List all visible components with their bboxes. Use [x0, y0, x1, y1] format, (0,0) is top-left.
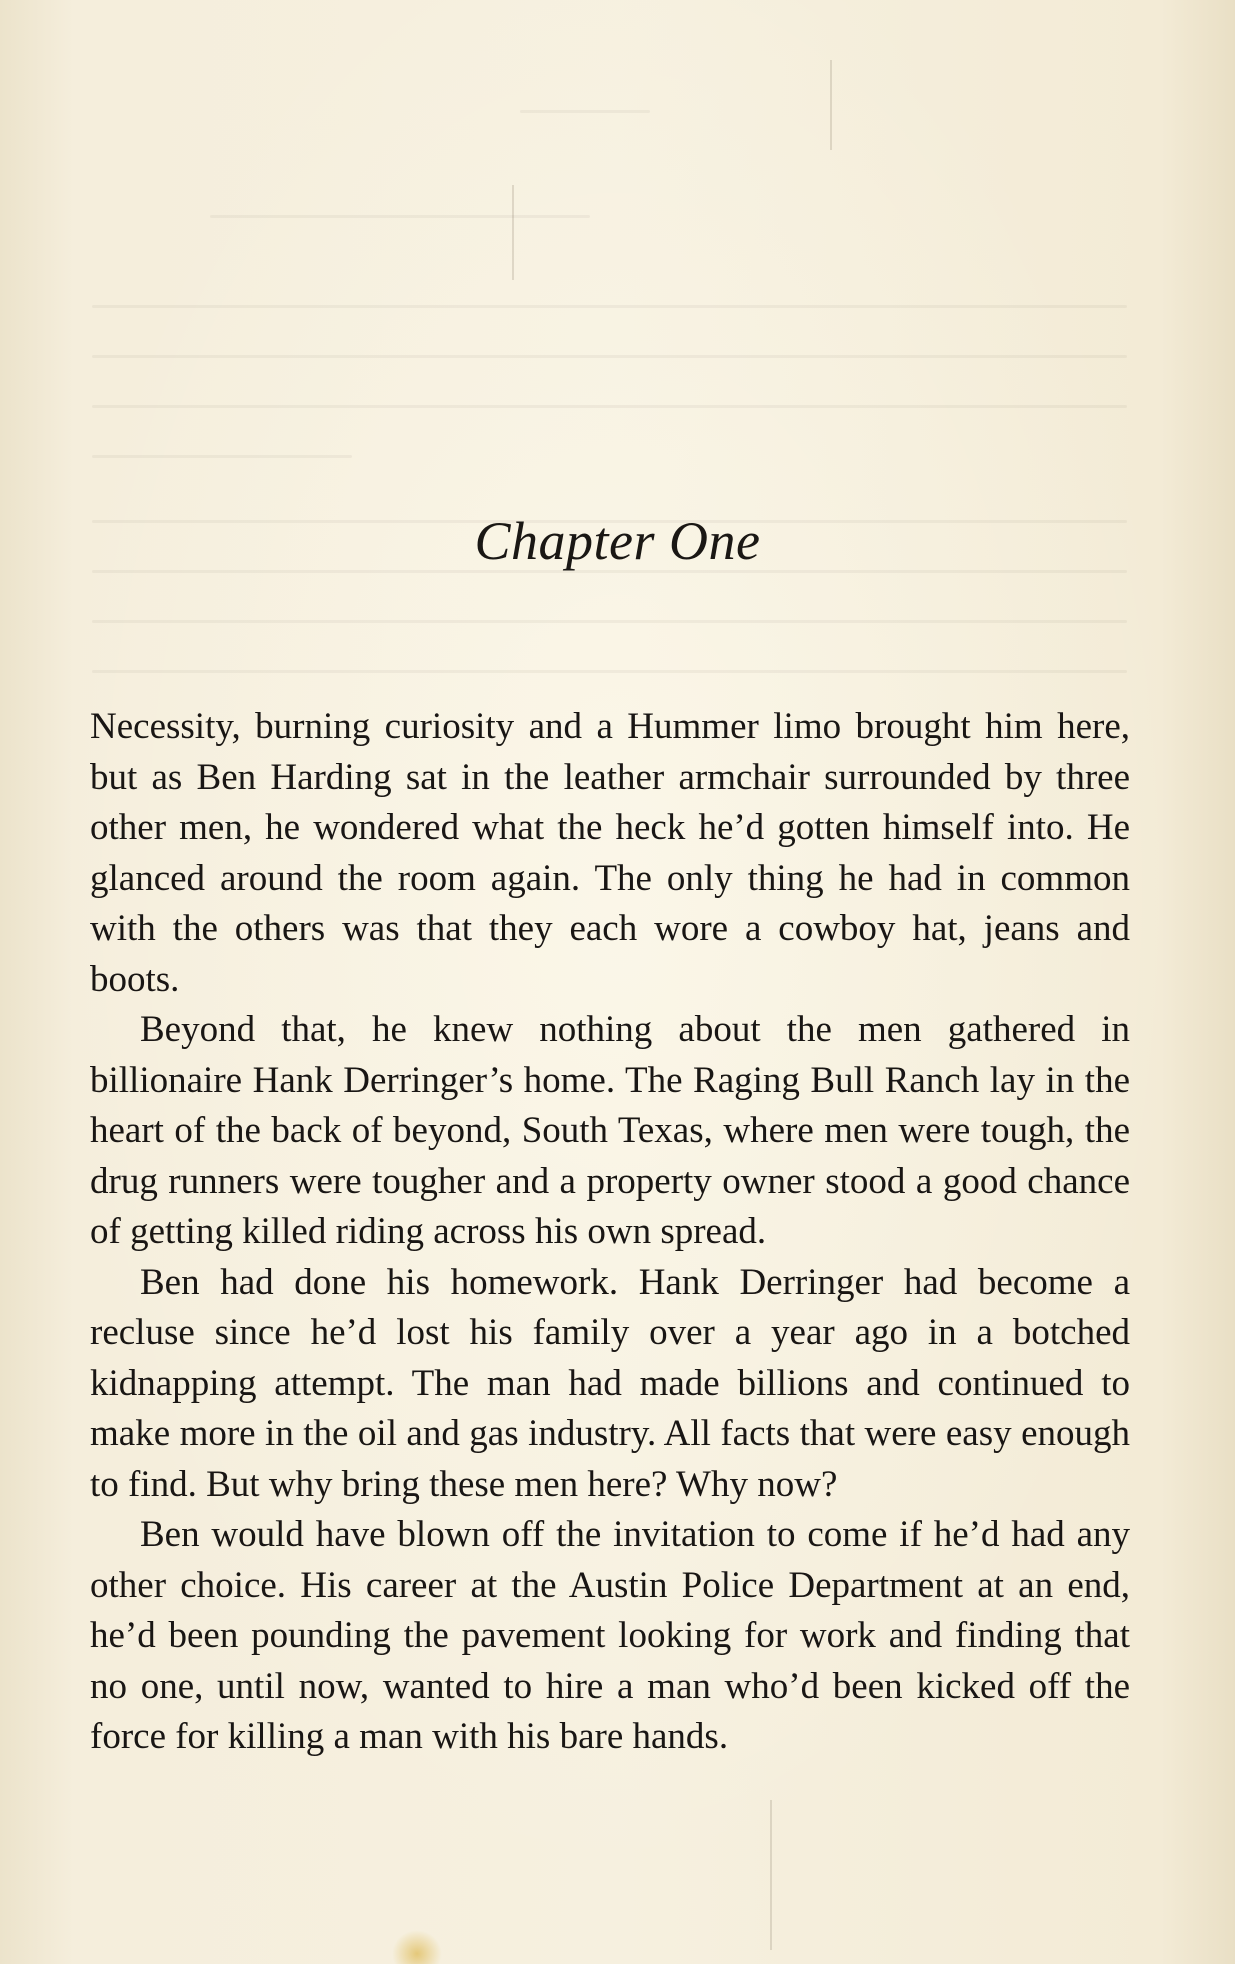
paper-stain: [392, 1930, 442, 1964]
chapter-body: [90, 702, 1130, 1763]
bleed-through-line: [92, 455, 352, 458]
paper-crease: [830, 60, 832, 150]
paper-crease: [770, 1800, 772, 1950]
paragraph: Ben had done his homework. Hank Derringer had become a recluse since he’d lost his family over a year ago in a botched kidnapping attempt. The man had made billions and continued to make more in the oil and gas industry. All facts that were easy enough to find. But why bring these men here? Why now?: [90, 1261, 1130, 1505]
bleed-through-line: [92, 620, 1127, 623]
chapter-title: Chapter One: [474, 511, 761, 571]
paragraph: Ben would have blown off the invitation to come if he’d had any other choice. His career at the Austin Police Department at an end, he’d been pounding the pavement looking for work and finding that no one, until now, wanted to hire a man who’d been kicked off the force for killing a man with his bare hands.: [90, 1514, 1130, 1757]
bleed-through-line: [92, 305, 1127, 308]
bleed-through-line: [92, 670, 1127, 673]
bleed-through-line: [210, 215, 590, 218]
bleed-through-line: [520, 110, 650, 113]
bleed-through-line: [92, 405, 1127, 408]
paper-crease: [512, 185, 514, 280]
bleed-through-line: [92, 355, 1127, 358]
paragraph: Beyond that, he knew nothing about the men gathered in billionaire Hank Derringer’s home. The Raging Bull Ranch lay in the heart of the back of beyond, South Texas, where men were tough, the drug runners were tougher and a property owner stood a good chance of getting killed riding across his own spread.: [90, 1009, 1130, 1252]
paragraph: Necessity, burning curiosity and a Hummer limo brought him here, but as Ben Harding sat in the leather armchair surrounded by three other men, he wondered what the heck he’d gotten himself into. He glanced around the room again. The only thing he had in common with the others was that they each wore a cowboy hat, jeans and boots.: [90, 706, 1130, 1000]
